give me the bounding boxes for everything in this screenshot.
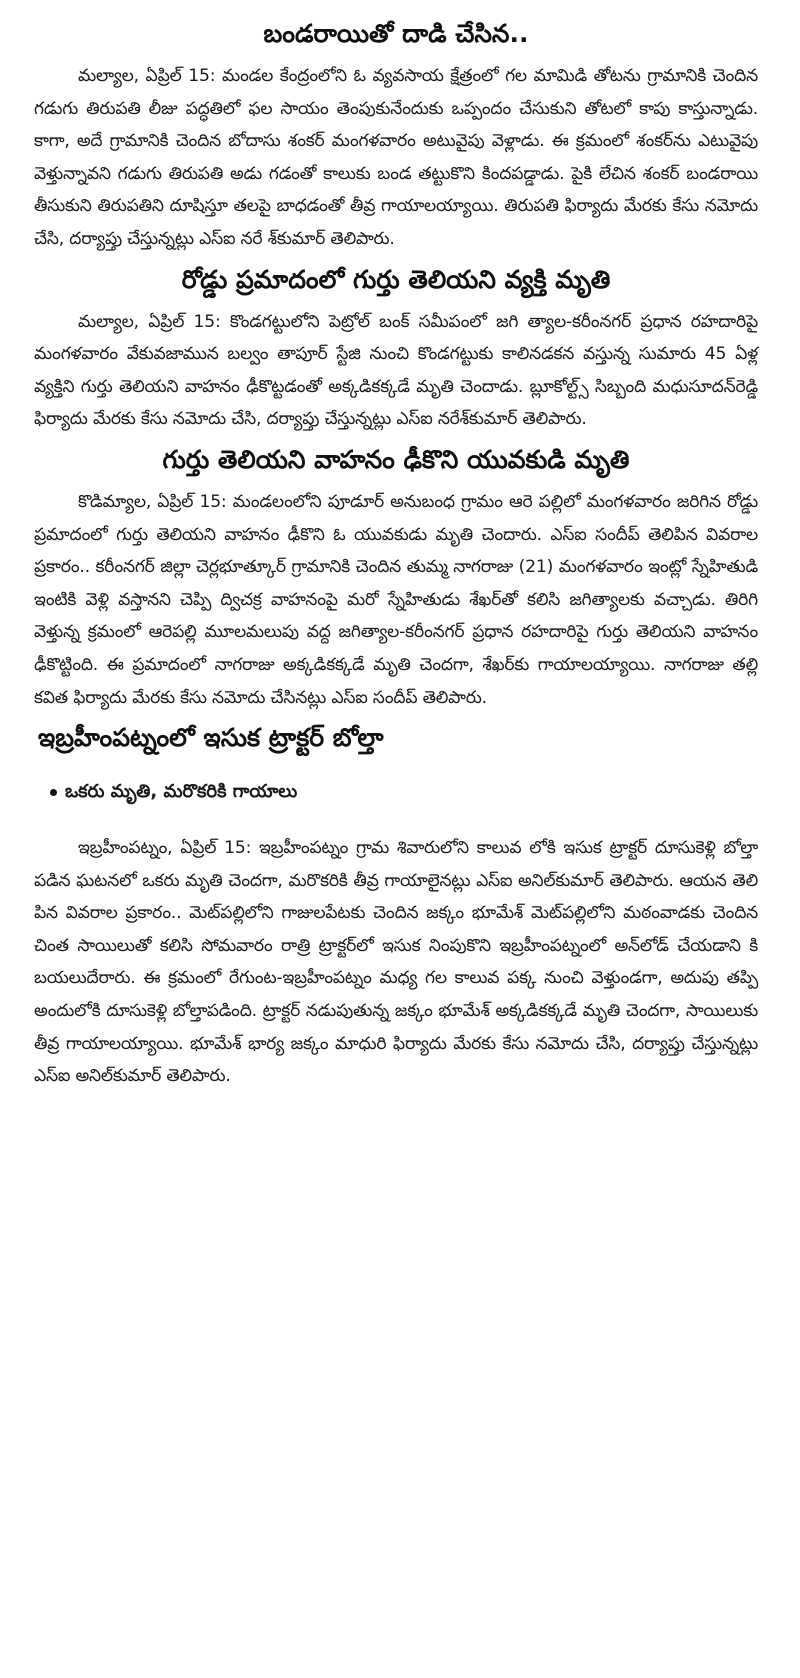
story-2-body: మల్యాల, ఏప్రిల్ 15: కొండగట్టులోని పెట్రోల్ బంక్ సమీపంలో జగి త్యాల-కరీంనగర్ ప్రధాన రహదారిపై మంగళవారం వేకువజామున బల్వం తాపూర్ స్టేజి నుంచి కొండగట్టుకు కాలినడకన వస్తున్న సుమారు 45 ఏళ్ల వ్యక్తిని గుర్తు తెలియని వాహనం ఢీకొట్టడంతో అక్కడికక్కడే మృతి చెందాడు. బ్లూకోల్ట్స్ సిబ్బంది మధుసూదన్‌రెడ్డి ఫిర్యాదు మేరకు కేసు నమోదు చేసి, దర్యాప్తు చేస్తున్నట్లు ఎస్ఐ నరేశ్‌కుమార్ తెలిపారు. bbox=[34, 311, 758, 430]
story-1-headline: బండరాయితో దాడి చేసిన.. bbox=[263, 19, 529, 48]
story-4-body: ఇబ్రహీంపట్నం, ఏప్రిల్ 15: ఇబ్రహీంపట్నం గ్రామ శివారులోని కాలువ లోకి ఇసుక ట్రాక్టర్ దూసుకెళ్లి బోల్తా పడిన ఘటనలో ఒకరు మృతి చెందగా, మరొకరికి తీవ్ర గాయాలైనట్లు ఎస్ఐ అనిల్‌కుమార్ తెలిపారు. ఆయన తెలి పిన వివరాల ప్రకారం.. మెట్‌పల్లిలోని గాజులపేటకు చెందిన జక్కం భూమేశ్ మెట్‌పల్లిలోని మఠంవాడకు చెందిన చింత సాయిలుతో కలిసి సోమవారం రాత్రి ట్రాక్టర్‌లో ఇసుక నింపుకొని ఇబ్రహీంపట్నంలో అన్‌లోడ్ చేయడాని కి బయలుదేరారు. ఈ క్రమంలో రేగుంట-ఇబ్రహీంపట్నం మధ్య గల కాలువ పక్క నుంచి వెళ్తుండగా, అదుపు తప్పి అందులోకి దూసుకెళ్లి బోల్తాపడింది. ట్రాక్టర్ నడుపుతున్న జక్కం భూమేశ్ అక్కడికక్కడే మృతి చెందగా, సాయిలుకు తీవ్ర గాయాలయ్యాయి. భూమేశ్ భార్య జక్కం మాధురి ఫిర్యాదు మేరకు కేసు నమోదు చేసి, దర్యాప్తు చేస్తున్నట్లు ఎస్ఐ అనిల్‌కుమార్ తెలిపారు. bbox=[34, 838, 758, 1087]
newspaper-clipping bbox=[22, 0, 770, 1678]
story-3-headline: గుర్తు తెలియని వాహనం ఢీకొని యువకుడి మృతి bbox=[162, 444, 630, 474]
story-1-body: మల్యాల, ఏప్రిల్ 15: మండల కేంద్రంలోని ఓ వ్యవసాయ క్షేత్రంలో గల మామిడి తోటను గ్రామానికి చెందిన గడుగు తిరుపతి లీజు పద్ధతిలో ఫల సాయం తెంపుకునేందుకు ఒప్పందం చేసుకుని తోటలో కాపు కాస్తున్నాడు. కాగా, అదే గ్రామానికి చెందిన బోదాసు శంకర్ మంగళవారం అటువైపు వెళ్లాడు. ఈ క్రమంలో శంకర్‌ను ఎటువైపు వెళ్తున్నావని గడుగు తిరుపతి అడు గడంతో కాలుకు బండ తట్టుకొని కిందపడ్డాడు. పైకి లేచిన శంకర్ బండరాయి తీసుకుని తిరుపతిని దూషిస్తూ తలపై బాధడంతో తీవ్ర గాయాలయ్యాయి. తిరుపతి ఫిర్యాదు మేరకు కేసు నమోదు చేసి, దర్యాప్తు చేస్తున్నట్లు ఎస్ఐ నరే శ్‌కుమార్ తెలిపారు. bbox=[34, 66, 758, 249]
story-2-headline: రోడ్డు ప్రమాదంలో గుర్తు తెలియని వ్యక్తి మృతి bbox=[181, 264, 611, 294]
story-4-subhead bbox=[34, 776, 758, 808]
bullet-icon bbox=[50, 789, 57, 796]
story-4-subhead-text: ఒకరు మృతి, మరొకరికి గాయాలు bbox=[65, 781, 298, 803]
story-3-body: కొడిమ్యాల, ఏప్రిల్ 15: మండలంలోని పూడూర్ అనుబంధ గ్రామం ఆరె పల్లిలో మంగళవారం జరిగిన రోడ్డు ప్రమాదంలో గుర్తు తెలియని వాహనం ఢీకొని ఓ యువకుడు మృతి చెందారు. ఎస్ఐ సందీప్ తెలిపిన వివరాల ప్రకారం.. కరీంనగర్ జిల్లా చెర్లభూత్కూర్ గ్రామానికి చెందిన తుమ్మ నాగరాజు (21) మంగళవారం ఇంట్లో స్నేహితుడి ఇంటికి వెళ్లి వస్తానని చెప్పి ద్విచక్ర వాహనంపై మరో స్నేహితుడు శేఖర్‌తో కలిసి జగిత్యాలకు వచ్చాడు. తిరిగి వెళ్తున్న క్రమంలో ఆరెపల్లి మూలమలుపు వద్ద జగిత్యాల-కరీంనగర్ ప్రధాన రహదారిపై గుర్తు తెలియని వాహనం ఢీకొట్టింది. ఈ ప్రమాదంలో నాగరాజు అక్కడికక్కడే మృతి చెందగా, శేఖర్‌కు గాయాలయ్యాయి. నాగరాజు తల్లి కవిత ఫిర్యాదు మేరకు కేసు నమోదు చేసినట్లు ఎస్ఐ సందీప్ తెలిపారు. bbox=[34, 491, 758, 708]
story-4-headline: ఇబ్రహీంపట్నంలో ఇసుక ట్రాక్టర్ బోల్తా bbox=[38, 723, 384, 753]
